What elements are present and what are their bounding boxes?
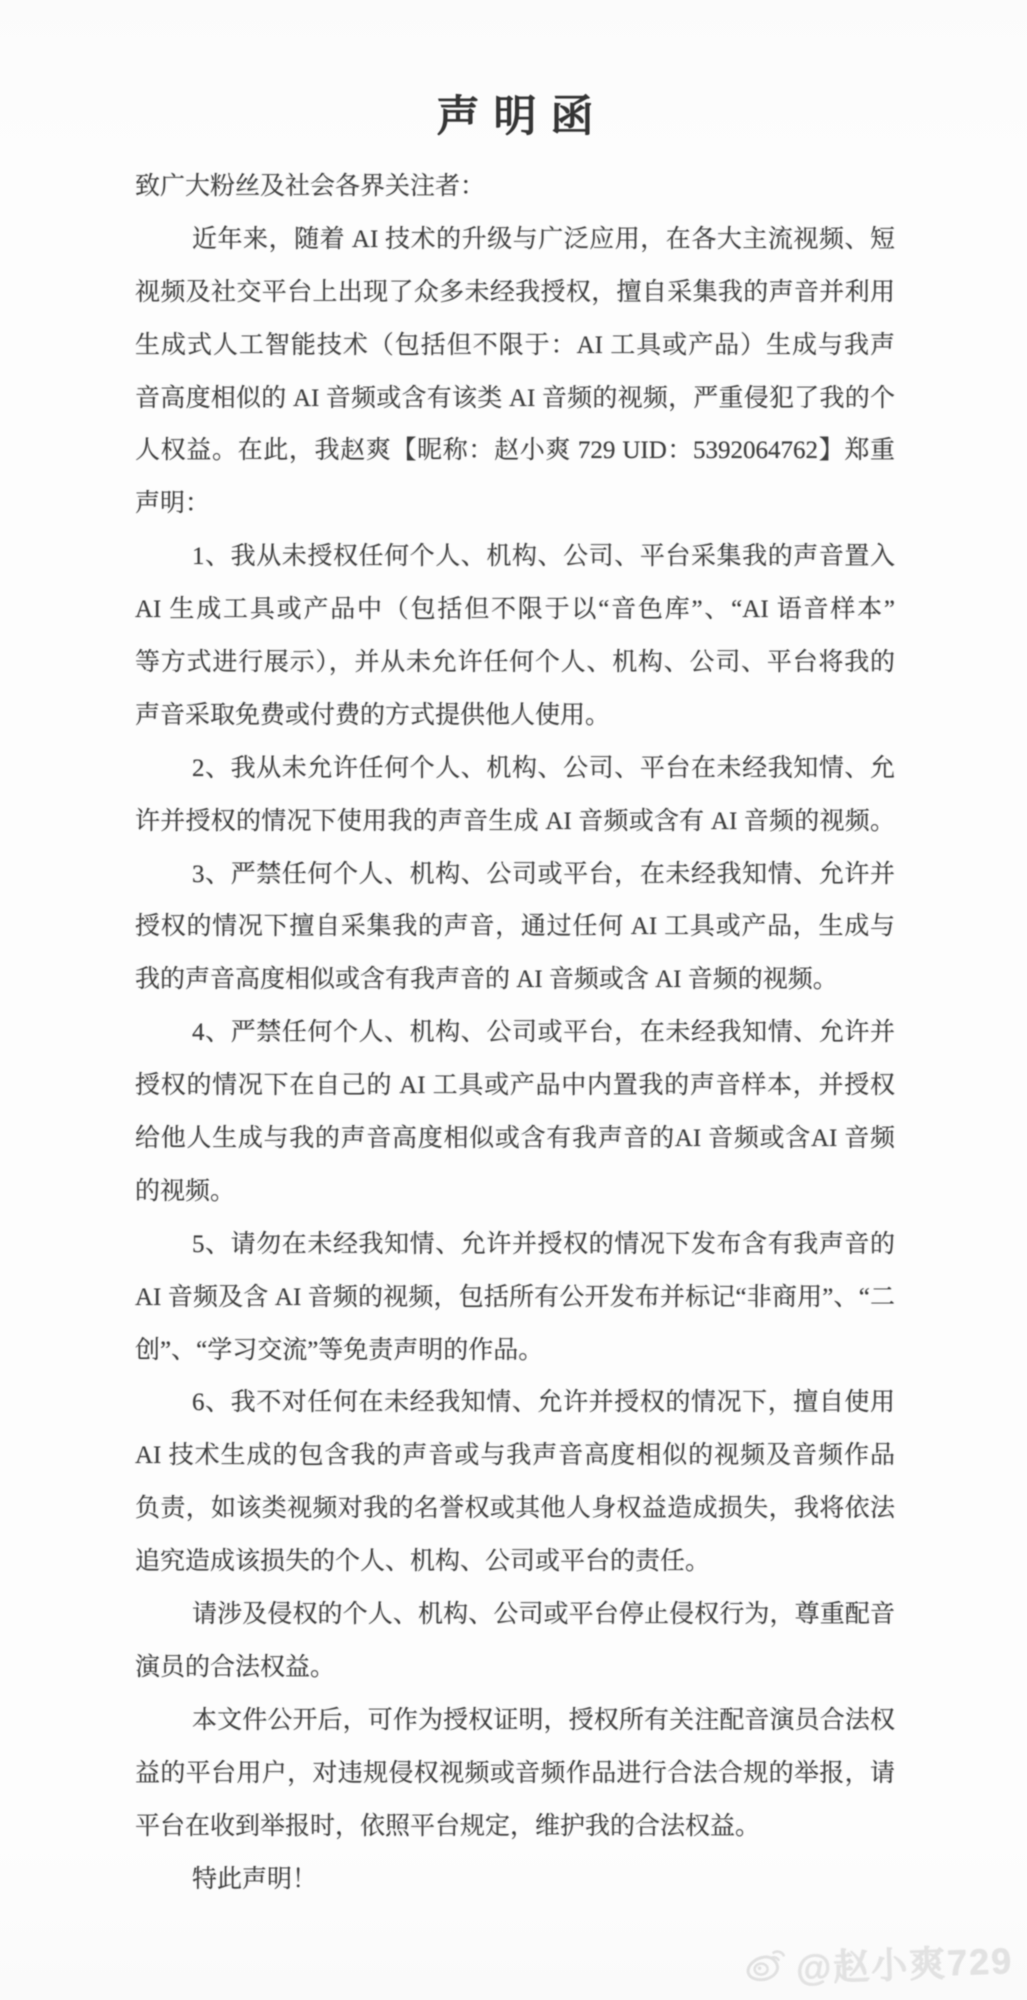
text-line: 平台在收到举报时，依照平台规定，维护我的合法权益。 [135,1812,761,1840]
statement-document [135,0,895,1906]
text-line: 6、我不对任何在未经我知情、允许并授权的情况下，擅自使用 [192,1389,895,1417]
text-line: 特此声明！ [192,1865,318,1893]
document-body [135,161,895,1906]
text-line: AI 技术生成的包含我的声音或与我声音高度相似的视频及音频作品 [135,1442,895,1470]
text-line: 的视频。 [135,1177,236,1205]
text-line: AI 生成工具或产品中（包括但不限于以“音色库”、“AI 语音样本” [135,596,895,624]
text-line: 声音采取免费或付费的方式提供他人使用。 [135,701,611,729]
text-line: 视频及社交平台上出现了众多未经我授权，擅自采集我的声音并利用 [135,278,895,306]
text-line: 声明： [135,490,211,518]
text-line: 4、严禁任何个人、机构、公司或平台，在未经我知情、允许并 [192,1019,895,1047]
text-line: AI 音频及含 AI 音频的视频，包括所有公开发布并标记“非商用”、“二 [135,1283,895,1311]
text-line: 致广大粉丝及社会各界关注者： [135,173,486,200]
text-line: 生成式人工智能技术（包括但不限于：AI 工具或产品）生成与我声 [135,331,895,359]
text-line: 音高度相似的 AI 音频或含有该类 AI 音频的视频，严重侵犯了我的个 [135,384,895,412]
text-line: 近年来，随着 AI 技术的升级与广泛应用，在各大主流视频、短 [192,225,895,253]
text-line: 创”、“学习交流”等免责声明的作品。 [135,1336,544,1364]
text-line: 3、严禁任何个人、机构、公司或平台，在未经我知情、允许并 [192,860,895,888]
text-line: 许并授权的情况下使用我的声音生成 AI 音频或含有 AI 音频的视频。 [135,807,895,835]
text-line: 2、我从未允许任何个人、机构、公司、平台在未经我知情、允 [192,754,895,782]
text-line: 5、请勿在未经我知情、允许并授权的情况下发布含有我声音的 [192,1230,895,1258]
text-line: 授权的情况下擅自采集我的声音，通过任何 AI 工具或产品，生成与 [135,913,895,941]
text-line: 益的平台用户，对违规侵权视频或音频作品进行合法合规的举报，请 [135,1759,895,1787]
text-line: 给他人生成与我的声音高度相似或含有我声音的AI 音频或含AI 音频 [135,1125,895,1153]
text-line: 负责，如该类视频对我的名誉权或其他人身权益造成损失，我将依法 [135,1495,895,1523]
text-line: 请涉及侵权的个人、机构、公司或平台停止侵权行为，尊重配音 [192,1601,895,1629]
text-line: 本文件公开后，可作为授权证明，授权所有关注配音演员合法权 [192,1706,895,1734]
document-title: 声明函 [436,94,608,141]
text-line: 追究造成该损失的个人、机构、公司或平台的责任。 [135,1548,711,1576]
text-line: 授权的情况下在自己的 AI 工具或产品中内置我的声音样本，并授权 [135,1072,895,1100]
text-line: 人权益。在此，我赵爽【昵称：赵小爽 729 UID：5392064762】郑重 [135,437,895,465]
weibo-watermark [743,1933,1014,1993]
text-line: 等方式进行展示），并从未允许任何个人、机构、公司、平台将我的 [135,649,895,677]
text-line: 我的声音高度相似或含有我声音的 AI 音频或含 AI 音频的视频。 [135,966,838,994]
text-line: 1、我从未授权任何个人、机构、公司、平台采集我的声音置入 [192,543,895,571]
watermark-handle: @赵小爽729 [795,1940,1014,1989]
weibo-logo-icon [743,1942,791,1993]
text-line: 演员的合法权益。 [135,1653,336,1681]
